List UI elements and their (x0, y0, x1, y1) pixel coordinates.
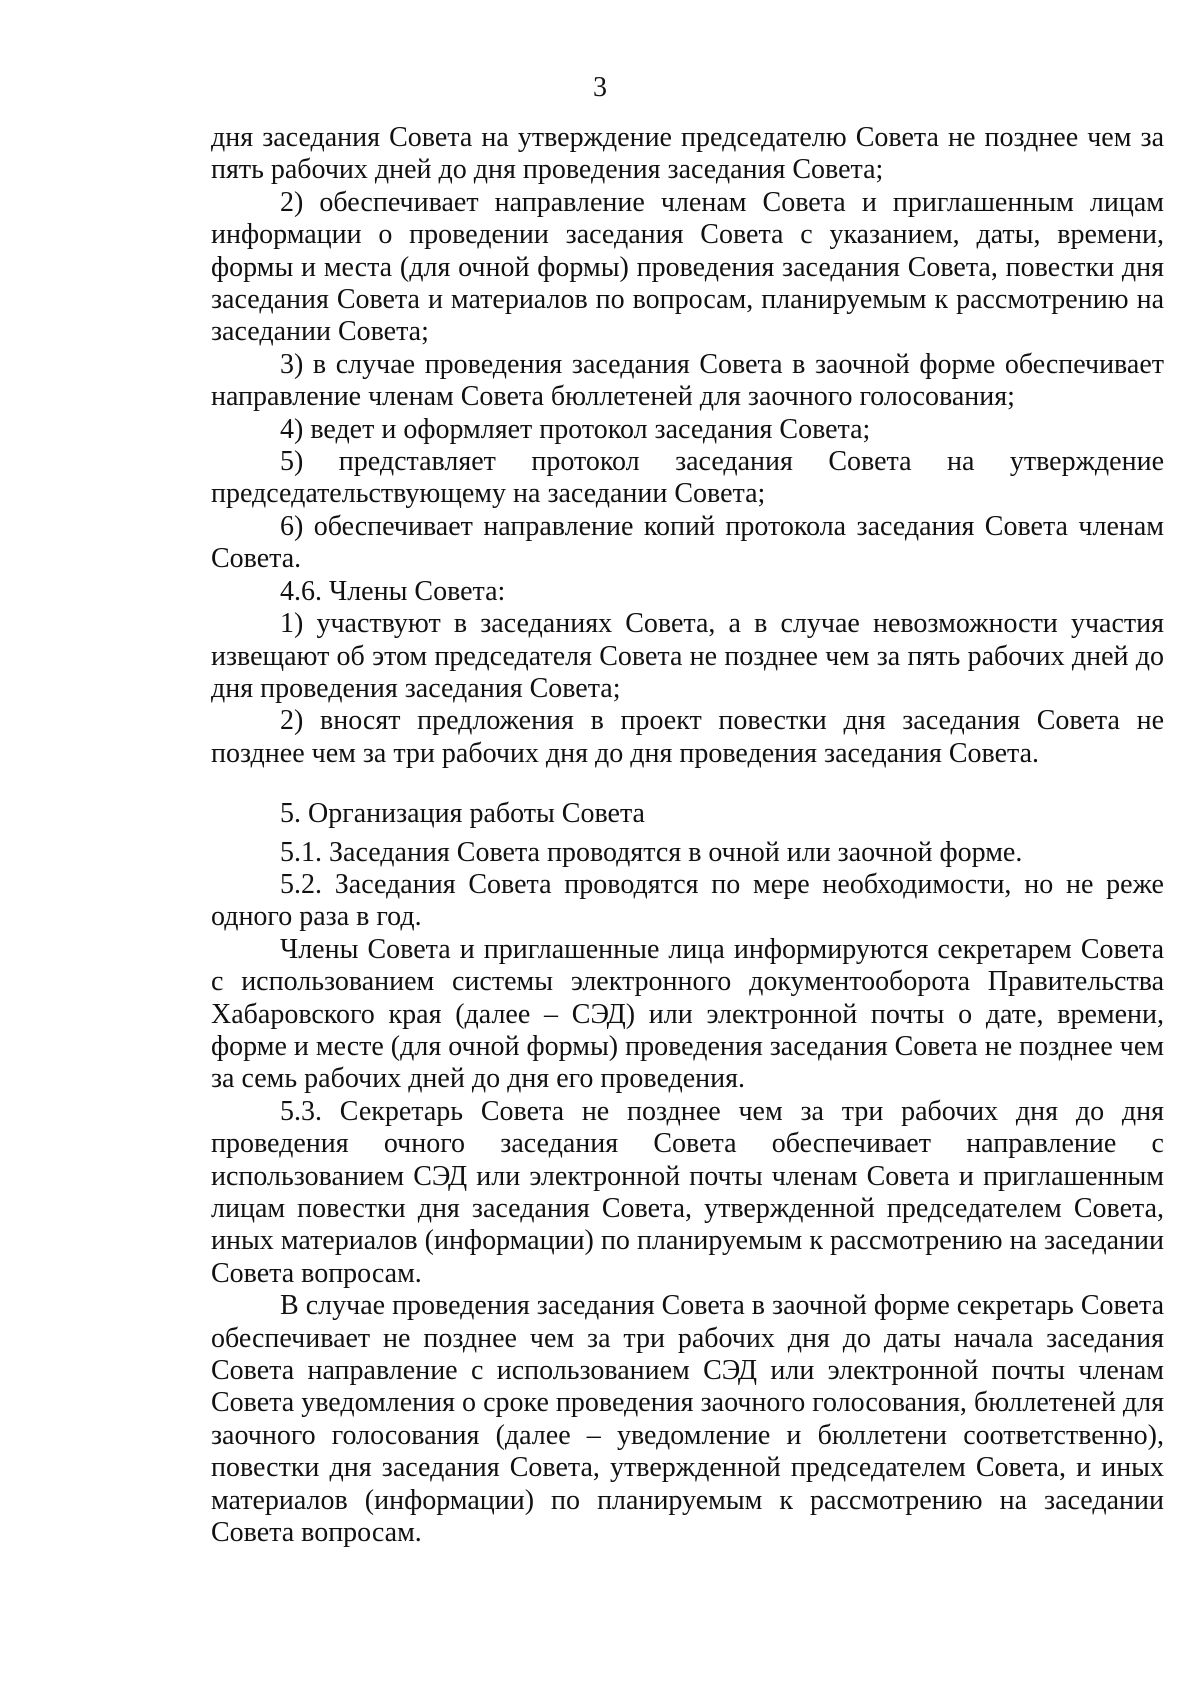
paragraph-item-2: 2) обеспечивает направление членам Совета и приглашенным лицам информации о проведении заседания Совета с указанием, даты, времени, формы и места (для очной формы) проведения заседания Совета, повестки дня заседания Совета и материалов по вопросам, планируемым к рассмотрению на заседании Совета; (211, 186, 1164, 348)
paragraph-item-6: 6) обеспечивает направление копий протокола заседания Совета членам Совета. (211, 510, 1164, 575)
paragraph-5-1: 5.1. Заседания Совета проводятся в очной или заочной форме. (280, 836, 1023, 868)
paragraph-5-2-notice: Члены Совета и приглашенные лица информируются секретарем Совета с использованием системы электронного документооборота Правительства Хабаровского края (далее – СЭД) или электронной почты о дате, времени, форме и месте (для очной формы) проведения заседания Совета не позднее чем за семь рабочих дней до дня его проведения. (211, 933, 1164, 1095)
page-number: 3 (593, 72, 607, 103)
paragraph-item-4: 4) ведет и оформляет протокол заседания Совета; (280, 413, 871, 445)
paragraph-item-3: 3) в случае проведения заседания Совета в заочной форме обеспечивает направление членам Совета бюллетеней для заочного голосования; (211, 348, 1164, 413)
paragraph-5-2: 5.2. Заседания Совета проводятся по мере необходимости, но не реже одного раза в год. (211, 868, 1164, 933)
paragraph-4-6-item-2: 2) вносят предложения в проект повестки дня заседания Совета не позднее чем за три рабочих дня до дня проведения заседания Совета. (211, 705, 1164, 769)
paragraph-continuation: дня заседания Совета на утверждение председателю Совета не позднее чем за пять рабочих дней до дня проведения заседания Совета; (211, 122, 1164, 186)
paragraph-item-5: 5) представляет протокол заседания Совета на утверждение председательствующему на заседании Совета; (211, 446, 1164, 510)
paragraph-4-6-heading: 4.6. Члены Совета: (280, 575, 506, 607)
paragraph-5-3: 5.3. Секретарь Совета не позднее чем за три рабочих дня до дня проведения очного заседания Совета обеспечивает направление с использованием СЭД или электронной почты членам Совета и приглашенным лицам повестки дня заседания Совета, утвержденной председателем Совета, иных материалов (информации) по планируемым к рассмотрению на заседании Совета вопросам. (211, 1095, 1164, 1289)
paragraph-4-6-item-1: 1) участвуют в заседаниях Совета, а в случае невозможности участия извещают об этом председателя Совета не позднее чем за пять рабочих дней до дня проведения заседания Совета; (211, 608, 1164, 704)
section-5-title: 5. Организация работы Совета (280, 798, 645, 830)
paragraph-5-3-absentee: В случае проведения заседания Совета в заочной форме секретарь Совета обеспечивает не позднее чем за три рабочих дня до даты начала заседания Совета направление с использованием СЭД или электронной почты членам Совета уведомления о сроке проведения заочного голосования, бюллетеней для заочного голосования (далее – уведомление и бюллетени соответственно), повестки дня заседания Совета, утвержденной председателем Совета, и иных материалов (информации) по планируемым к рассмотрению на заседании Совета вопросам. (211, 1290, 1164, 1549)
document-body (211, 122, 1164, 1549)
